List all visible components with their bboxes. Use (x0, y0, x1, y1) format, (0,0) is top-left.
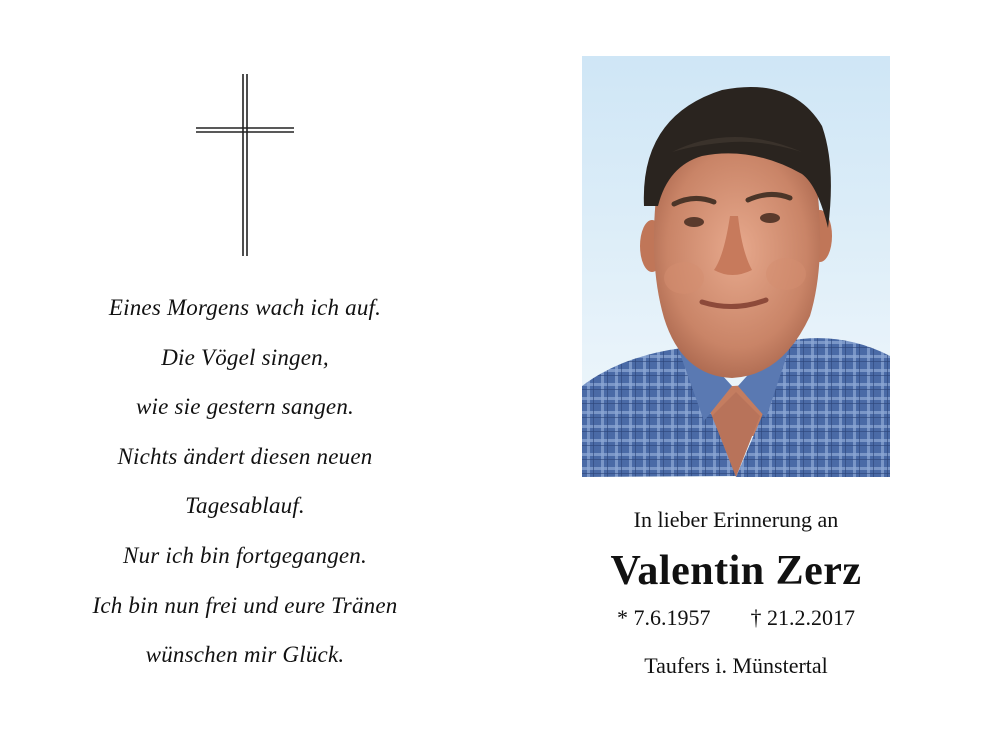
poem-line: Tagesablauf. (185, 493, 305, 519)
birth-date: * 7.6.1957 (617, 605, 711, 630)
poem-line: Die Vögel singen, (161, 344, 329, 370)
portrait-photo (582, 56, 890, 477)
memorial-text-block (560, 505, 912, 681)
memorial-intro: In lieber Erinnerung an (633, 507, 839, 532)
memorial-poem (40, 283, 450, 680)
poem-line: wünschen mir Glück. (145, 642, 345, 668)
deceased-name: Valentin Zerz (610, 548, 862, 594)
poem-line: Nichts ändert diesen neuen (117, 443, 373, 469)
poem-line: wie sie gestern sangen. (136, 394, 354, 420)
death-date: † 21.2.2017 (750, 605, 855, 630)
poem-line: Ich bin nun frei und eure Tränen (92, 592, 398, 618)
hometown: Taufers i. Münstertal (644, 653, 828, 678)
poem-line: Eines Morgens wach ich auf. (108, 295, 382, 320)
cross-icon (190, 70, 300, 260)
life-dates (560, 603, 912, 633)
poem-line: Nur ich bin fortgegangen. (123, 542, 367, 568)
